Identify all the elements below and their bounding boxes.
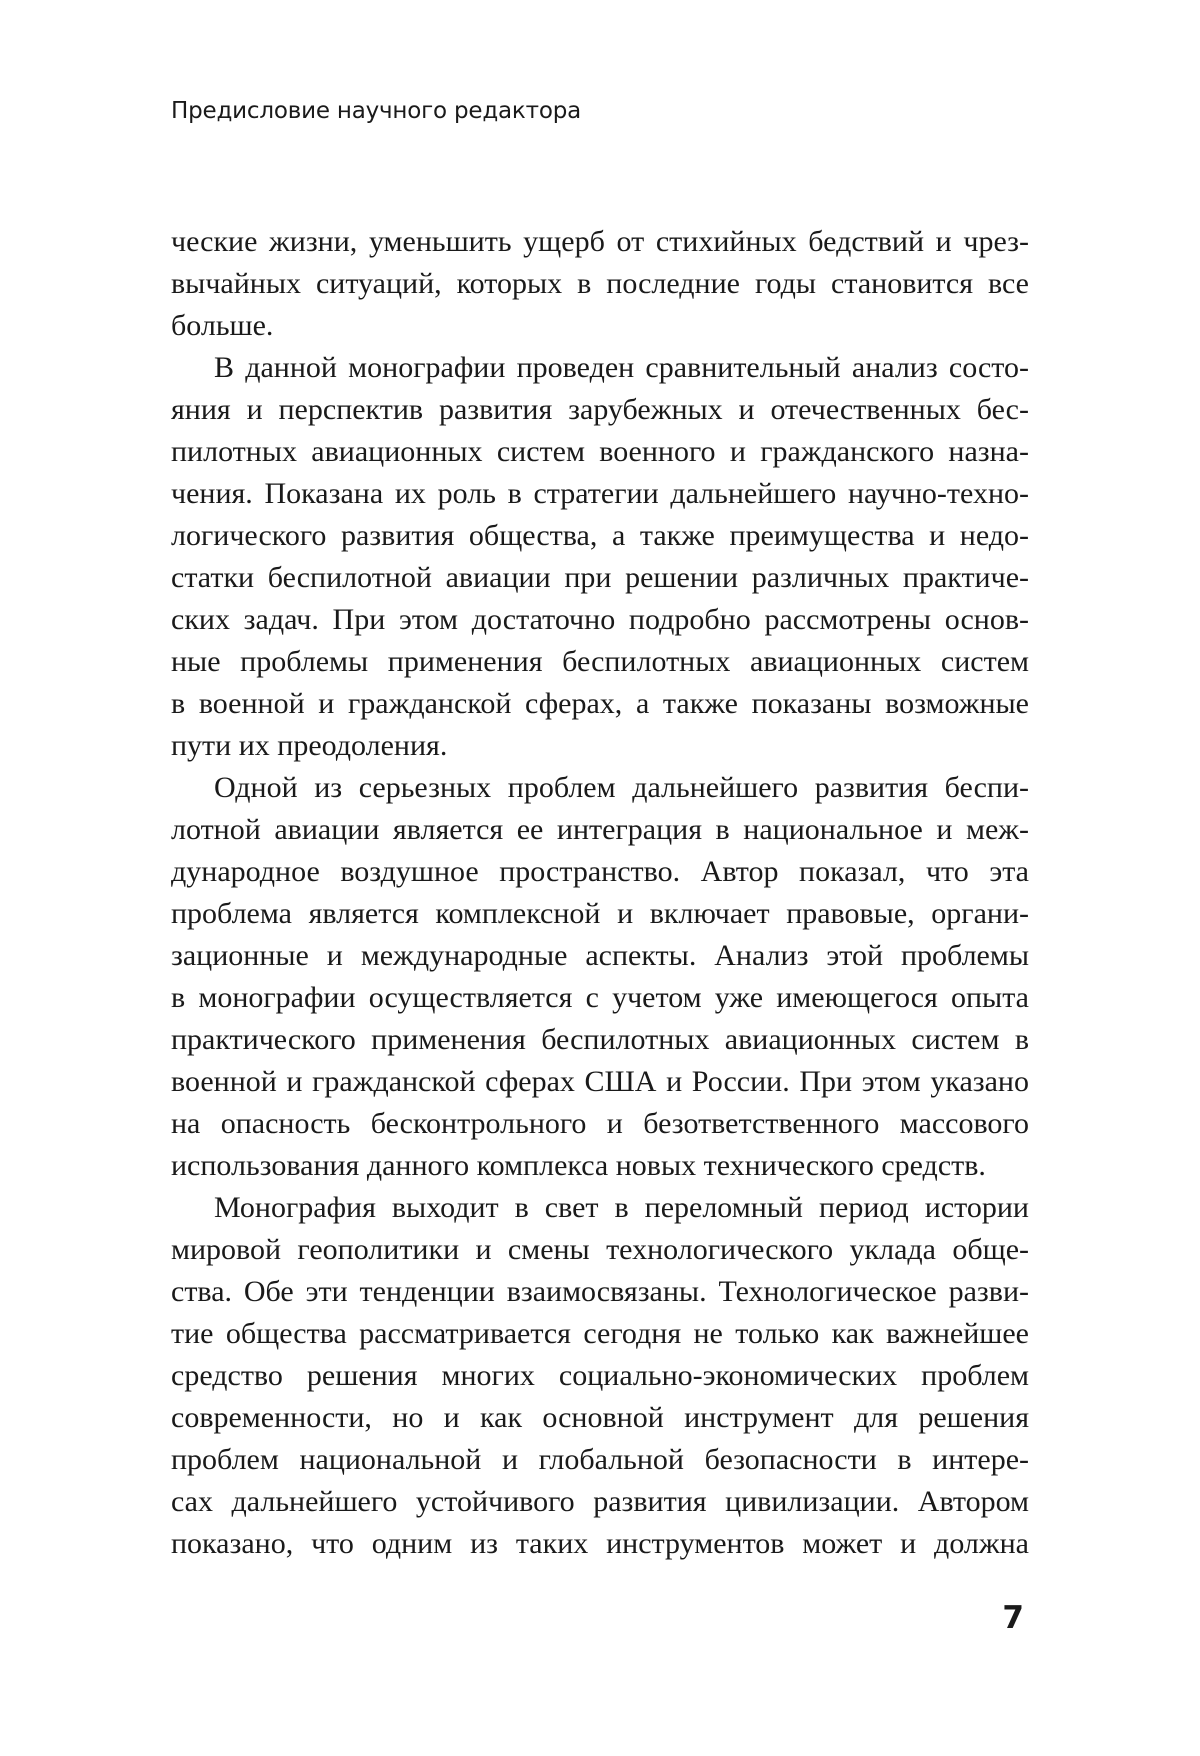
text-line: ских задач. При этом достаточно подробно рассмотрены основ- (171, 603, 1029, 636)
text-line: на опасность бесконтрольного и безответственного массового (171, 1107, 1029, 1140)
text-line: средство решения многих социально-экономических проблем (171, 1359, 1029, 1392)
text-line: практического применения беспилотных авиационных систем в (171, 1023, 1029, 1056)
text-line: больше. (171, 309, 274, 342)
text-line: Одной из серьезных проблем дальнейшего развития беспи- (214, 771, 1029, 804)
text-line: чения. Показана их роль в стратегии дальнейшего научно-техно- (171, 477, 1029, 510)
text-line: мировой геополитики и смены технологического уклада обще- (171, 1233, 1029, 1266)
body-text (171, 221, 1029, 1565)
text-line: в военной и гражданской сферах, а также показаны возможные (171, 687, 1029, 720)
text-line: статки беспилотной авиации при решении различных практиче- (171, 561, 1029, 594)
text-line: логического развития общества, а также преимущества и недо- (171, 519, 1029, 552)
text-line: военной и гражданской сферах США и России. При этом указано (171, 1065, 1029, 1098)
text-line: дународное воздушное пространство. Автор показал, что эта (171, 855, 1029, 888)
running-head: Предисловие научного редактора (171, 98, 581, 124)
text-line: Монография выходит в свет в переломный период истории (214, 1191, 1029, 1224)
text-line: в монографии осуществляется с учетом уже имеющегося опыта (171, 981, 1029, 1014)
text-line: вычайных ситуаций, которых в последние годы становится все (171, 267, 1029, 300)
text-line: зационные и международные аспекты. Анализ этой проблемы (171, 939, 1029, 972)
text-line: пилотных авиационных систем военного и гражданского назна- (171, 435, 1029, 468)
text-line: яния и перспектив развития зарубежных и отечественных бес- (171, 393, 1029, 426)
page-number: 7 (1002, 1600, 1024, 1636)
text-line: проблема является комплексной и включает правовые, органи- (171, 897, 1029, 930)
text-line: показано, что одним из таких инструментов может и должна (171, 1527, 1029, 1560)
text-line: современности, но и как основной инструмент для решения (171, 1401, 1029, 1434)
text-line: тие общества рассматривается сегодня не только как важнейшее (171, 1317, 1029, 1350)
text-line: ные проблемы применения беспилотных авиационных систем (171, 645, 1029, 678)
text-line: ческие жизни, уменьшить ущерб от стихийных бедствий и чрез- (171, 225, 1029, 258)
text-line: ства. Обе эти тенденции взаимосвязаны. Технологическое разви- (171, 1275, 1029, 1308)
text-line: В данной монографии проведен сравнительный анализ состо- (214, 351, 1029, 384)
text-line: лотной авиации является ее интеграция в национальное и меж- (171, 813, 1029, 846)
text-line: использования данного комплекса новых технического средств. (171, 1149, 986, 1182)
text-line: пути их преодоления. (171, 729, 448, 762)
text-line: проблем национальной и глобальной безопасности в интере- (171, 1443, 1029, 1476)
text-line: сах дальнейшего устойчивого развития цивилизации. Автором (171, 1485, 1029, 1518)
